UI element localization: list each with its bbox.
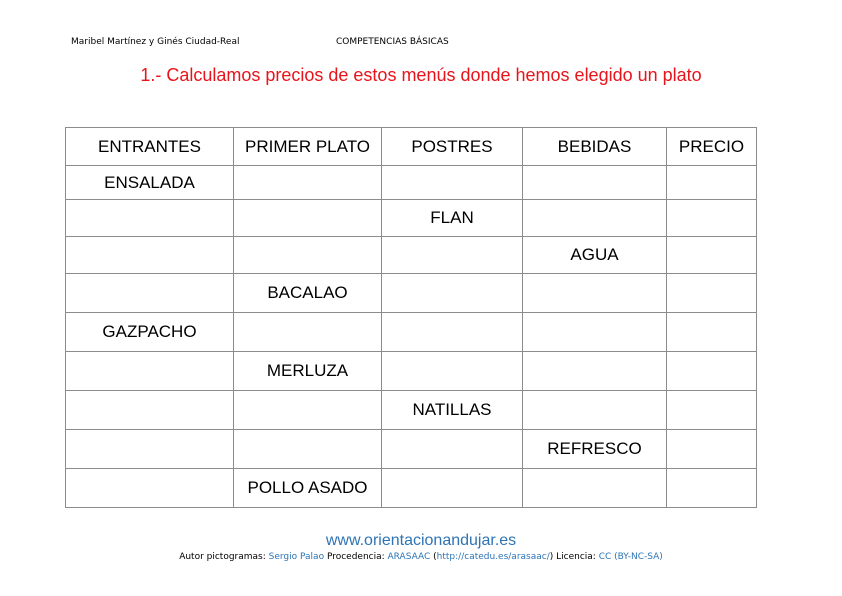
table-cell: GAZPACHO [66,313,234,352]
table-row [66,166,757,200]
table-cell [382,352,523,391]
table-cell [234,313,382,352]
price-cell[interactable] [667,391,757,430]
table-cell [66,237,234,274]
table-cell [382,166,523,200]
table-header-row [66,128,757,166]
table-cell [66,274,234,313]
table-cell [523,274,667,313]
table-row [66,274,757,313]
menu-table [65,127,757,508]
close-paren: ) [549,552,554,562]
table-cell: MERLUZA [234,352,382,391]
header-authors: Maribel Martínez y Ginés Ciudad-Real [71,37,240,47]
table-cell [66,469,234,508]
table-cell [523,313,667,352]
price-cell[interactable] [667,352,757,391]
table-cell: NATILLAS [382,391,523,430]
table-cell: ENSALADA [66,166,234,200]
table-cell [523,352,667,391]
table-cell [66,430,234,469]
table-cell: REFRESCO [523,430,667,469]
table-cell [234,237,382,274]
procedencia-url-link[interactable]: http://catedu.es/arasaac/ [436,552,550,562]
website-link[interactable]: www.orientacionandujar.es [325,532,517,549]
table-cell [382,274,523,313]
column-header-entrantes: ENTRANTES [66,128,234,166]
table-cell [66,391,234,430]
licencia-link[interactable]: CC (BY-NC-SA) [598,552,663,562]
price-cell[interactable] [667,237,757,274]
table-row [66,430,757,469]
procedencia-label: Procedencia: [324,552,388,562]
licencia-label: Licencia: [553,552,599,562]
table-cell [382,430,523,469]
table-cell [382,237,523,274]
table-row [66,200,757,237]
table-cell [523,166,667,200]
price-cell[interactable] [667,274,757,313]
table-row [66,352,757,391]
footer-credits [0,552,842,562]
procedencia-link[interactable]: ARASAAC [387,552,431,562]
column-header-bebidas: BEBIDAS [523,128,667,166]
table-cell: AGUA [523,237,667,274]
table-cell: POLLO ASADO [234,469,382,508]
table-row [66,313,757,352]
open-paren: ( [430,552,437,562]
column-header-primer-plato: PRIMER PLATO [234,128,382,166]
table-cell [523,469,667,508]
table-cell: FLAN [382,200,523,237]
table-row [66,237,757,274]
header-subject: COMPETENCIAS BÁSICAS [336,37,449,47]
column-header-postres: POSTRES [382,128,523,166]
price-cell[interactable] [667,313,757,352]
table-cell [523,391,667,430]
price-cell[interactable] [667,166,757,200]
price-cell[interactable] [667,469,757,508]
table-cell [382,469,523,508]
autor-link[interactable]: Sergio Palao [268,552,325,562]
table-row [66,469,757,508]
page-title: 1.- Calculamos precios de estos menús donde hemos elegido un plato [140,65,702,85]
column-header-precio: PRECIO [667,128,757,166]
table-cell [234,200,382,237]
table-cell [66,352,234,391]
table-row [66,391,757,430]
autor-label: Autor pictogramas: [179,552,269,562]
table-cell: BACALAO [234,274,382,313]
price-cell[interactable] [667,430,757,469]
table-cell [234,166,382,200]
table-cell [234,391,382,430]
table-cell [382,313,523,352]
table-cell [523,200,667,237]
table-cell [66,200,234,237]
price-cell[interactable] [667,200,757,237]
table-cell [234,430,382,469]
